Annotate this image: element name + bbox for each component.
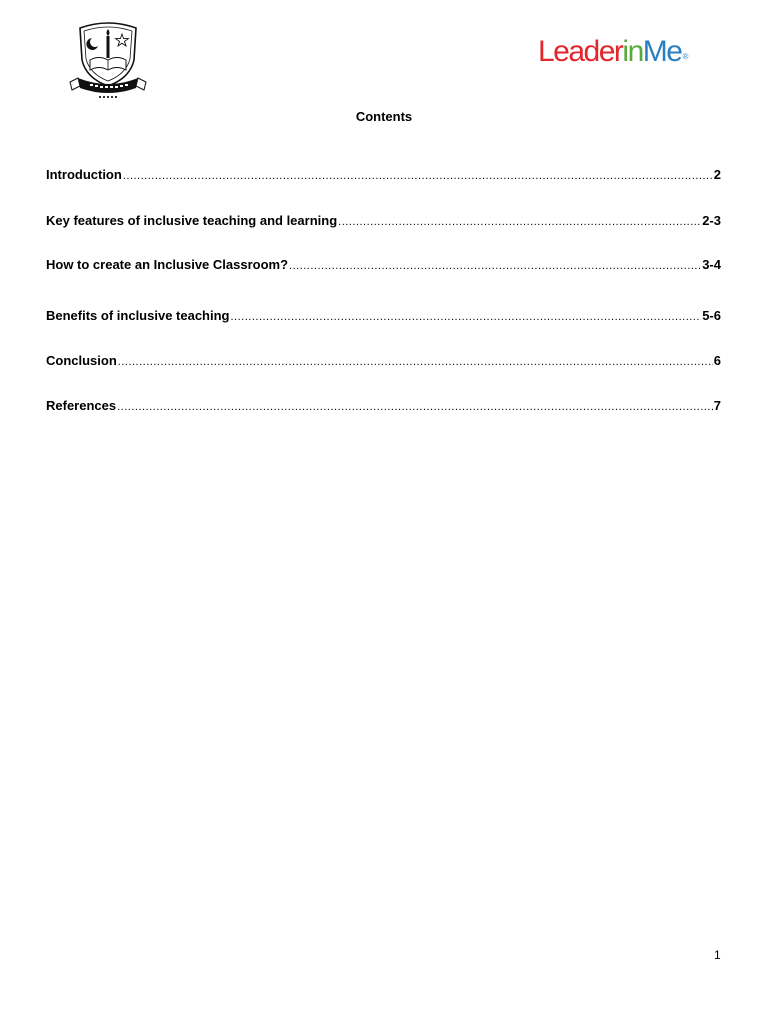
- toc-item-conclusion[interactable]: [46, 352, 721, 370]
- toc-item-page: 2-3: [702, 213, 721, 228]
- school-crest-icon: [66, 20, 150, 100]
- toc-item-label: Introduction: [46, 167, 122, 182]
- toc-item-label: References: [46, 398, 117, 413]
- toc-item-key-features[interactable]: [46, 212, 721, 230]
- toc-item-page: 6: [713, 353, 721, 368]
- toc-item-page: 7: [713, 398, 721, 413]
- leader-in-me-logo: [538, 32, 688, 72]
- logo-me-text: Me: [642, 35, 682, 68]
- logo-leader-text: Leader: [538, 35, 623, 68]
- registered-mark: ®: [682, 52, 689, 61]
- toc-item-label: Key features of inclusive teaching and learning: [46, 213, 338, 228]
- toc-item-references[interactable]: [46, 397, 721, 415]
- toc-item-create-classroom[interactable]: [46, 256, 721, 274]
- toc-item-page: 3-4: [702, 257, 721, 272]
- toc-leader-dots: [123, 167, 713, 185]
- toc-item-page: 5-6: [702, 308, 721, 323]
- toc-item-benefits[interactable]: [46, 307, 721, 325]
- toc-leader-dots: [117, 398, 713, 416]
- toc-leader-dots: [289, 257, 701, 275]
- toc-leader-dots: [118, 353, 713, 371]
- toc-leader-dots: [338, 213, 701, 231]
- toc-item-label: Conclusion: [46, 353, 117, 368]
- toc-item-label: Benefits of inclusive teaching: [46, 308, 230, 323]
- toc-leader-dots: [231, 308, 702, 326]
- toc-item-introduction[interactable]: [46, 166, 721, 184]
- logo-in-text: in: [622, 35, 643, 68]
- toc-item-page: 2: [713, 167, 721, 182]
- page-number: 1: [714, 948, 721, 962]
- contents-title: Contents: [355, 109, 413, 124]
- toc-item-label: How to create an Inclusive Classroom?: [46, 257, 289, 272]
